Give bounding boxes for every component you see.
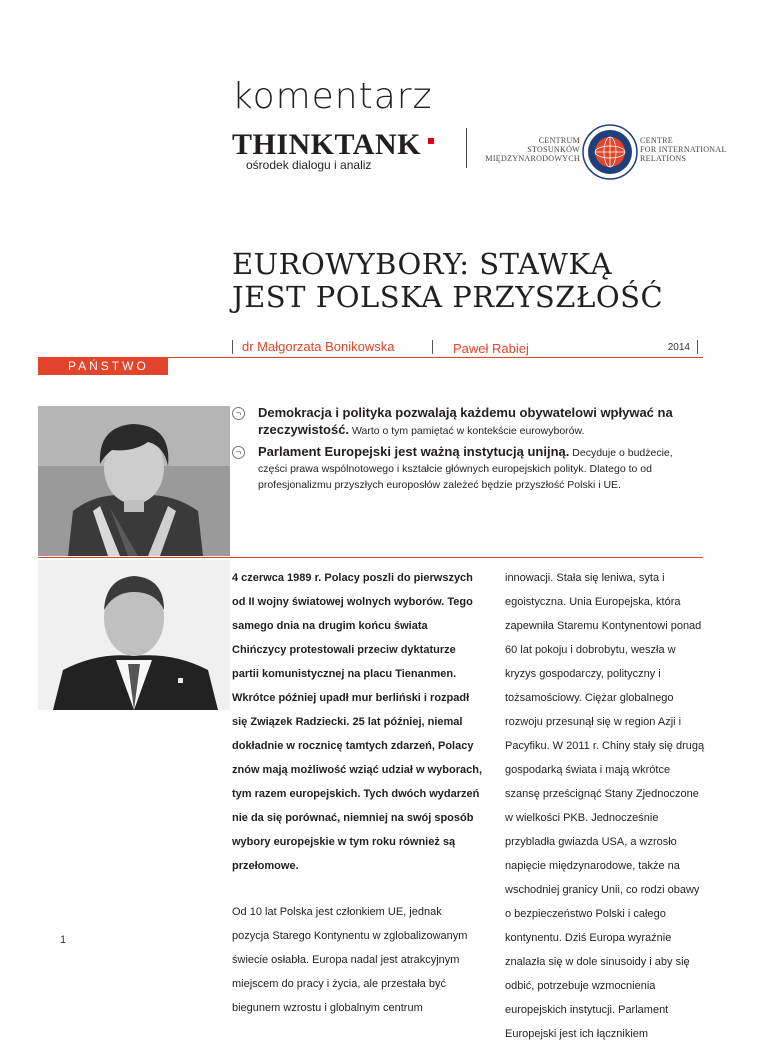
brand-subtitle: ośrodek dialogu i analiz — [246, 158, 372, 172]
partner-pl-line: STOSUNKÓW — [527, 145, 580, 154]
key-point-body — [232, 405, 702, 439]
section-rule — [168, 357, 703, 358]
author-photo-1 — [38, 406, 230, 556]
partner-en-line: RELATIONS — [640, 154, 687, 163]
partner-name-pl — [480, 136, 580, 163]
key-point-lead: Demokracja i polityka pozwalają każdemu obywatelowi wpływać na rzeczywistość. — [258, 405, 673, 437]
body-column-left — [232, 566, 482, 1020]
author-photo-2 — [38, 560, 230, 710]
byline-separator — [432, 340, 433, 354]
brand-komentarz: komentarz — [232, 76, 433, 117]
arrow-bullet-icon: ¬ — [232, 407, 245, 420]
body-column-right — [505, 566, 705, 1046]
title-line: JEST POLSKA PRZYSZŁOŚĆ — [232, 280, 664, 314]
partner-pl-line: MIĘDZYNARODOWYCH — [485, 154, 580, 163]
key-point-lead: Parlament Europejski jest ważną instytucją unijną. — [258, 444, 570, 459]
partner-name-en — [640, 136, 730, 163]
key-point-text: Decyduje o budżecie, części prawa wspólnotowego i kształcie głównych europejskich polityk. Dlatego to od profesjonalizmu przyszłych europosłów zależeć będzie przyszłość Polski i UE. — [258, 447, 673, 491]
arrow-bullet-icon: ¬ — [232, 446, 245, 459]
key-point-text: Warto o tym pamiętać w kontekście eurowyborów. — [349, 425, 585, 437]
byline-separator — [697, 340, 698, 354]
brand-accent-dot — [428, 138, 434, 144]
byline — [232, 340, 702, 358]
byline-separator — [232, 340, 233, 354]
key-point — [232, 405, 702, 439]
author-name: dr Małgorzata Bonikowska — [242, 339, 395, 354]
brand-divider — [466, 128, 467, 168]
brand-thinktank-logo: THINKTANK — [232, 128, 421, 161]
title-line: EUROWYBORY: STAWKĄ — [232, 247, 613, 281]
section-tag: PAŃSTWO — [38, 357, 168, 375]
partner-pl-line: CENTRUM — [538, 136, 580, 145]
key-point — [232, 444, 702, 493]
globe-logo-icon — [582, 124, 638, 180]
page-number: 1 — [60, 934, 67, 946]
article-title — [232, 248, 663, 314]
body-paragraph: innowacji. Stała się leniwa, syta i egoistyczna. Unia Europejska, która zapewniła Staremu Kontynentowi ponad 60 lat pokoju i dobrobytu, weszła w kryzys gospodarczy, polityczny i tożsamościowy. Ciężar globalnego rozwoju przesunął się w region Azji i Pacyfiku. W 2011 r. Chiny stały się drugą gospodarką świata i mają wkrótce szansę prześcignąć Stany Zjednoczone w wielkości PKB. Jednocześnie przybladła gwiazda USA, a wzrosło napięcie międzynarodowe, także na wschodniej granicy Unii, co rodzi obawy o bezpieczeństwo Polski i całego kontynentu. Dziś Europa wyraźnie znalazła się w dole sinusoidy i aby się odbić, potrzebuje wzmocnienia europejskich instytucji. Parlament Europejski jest ich łącznikiem — [505, 572, 705, 1040]
lead-paragraph: 4 czerwca 1989 r. Polacy poszli do pierwszych od II wojny światowej wolnych wyborów. Tego samego dnia na drugim końcu świata Chińczycy protestowali przeciw dyktaturze partii komunistycznej na placu Tienanmen. Wkrótce później upadł mur berliński i rozpadł się Związek Radziecki. 25 lat później, niemal dokładnie w rocznicę tamtych zdarzeń, Polacy znów mają możliwość wziąć udział w wyborach, tym razem europejskich. Tych dwóch wydarzeń nie da się porównać, niemniej na swój sposób wybory europejskie w tym roku również są przełomowe. — [232, 572, 483, 872]
publication-year: 2014 — [667, 342, 690, 353]
partner-en-line: CENTRE — [640, 136, 673, 145]
body-paragraph: Od 10 lat Polska jest członkiem UE, jednak pozycja Starego Kontynentu w zglobalizowanym świecie osłabła. Europa nadal jest atrakcyjnym miejscem do pracy i życia, ale przestała być biegunem wzrostu i globalnym centrum — [232, 906, 468, 1014]
author-name: Paweł Rabiej — [453, 341, 529, 356]
partner-en-line: FOR INTERNATIONAL — [640, 145, 727, 154]
key-point-body — [232, 444, 702, 493]
photo-divider — [38, 557, 703, 558]
